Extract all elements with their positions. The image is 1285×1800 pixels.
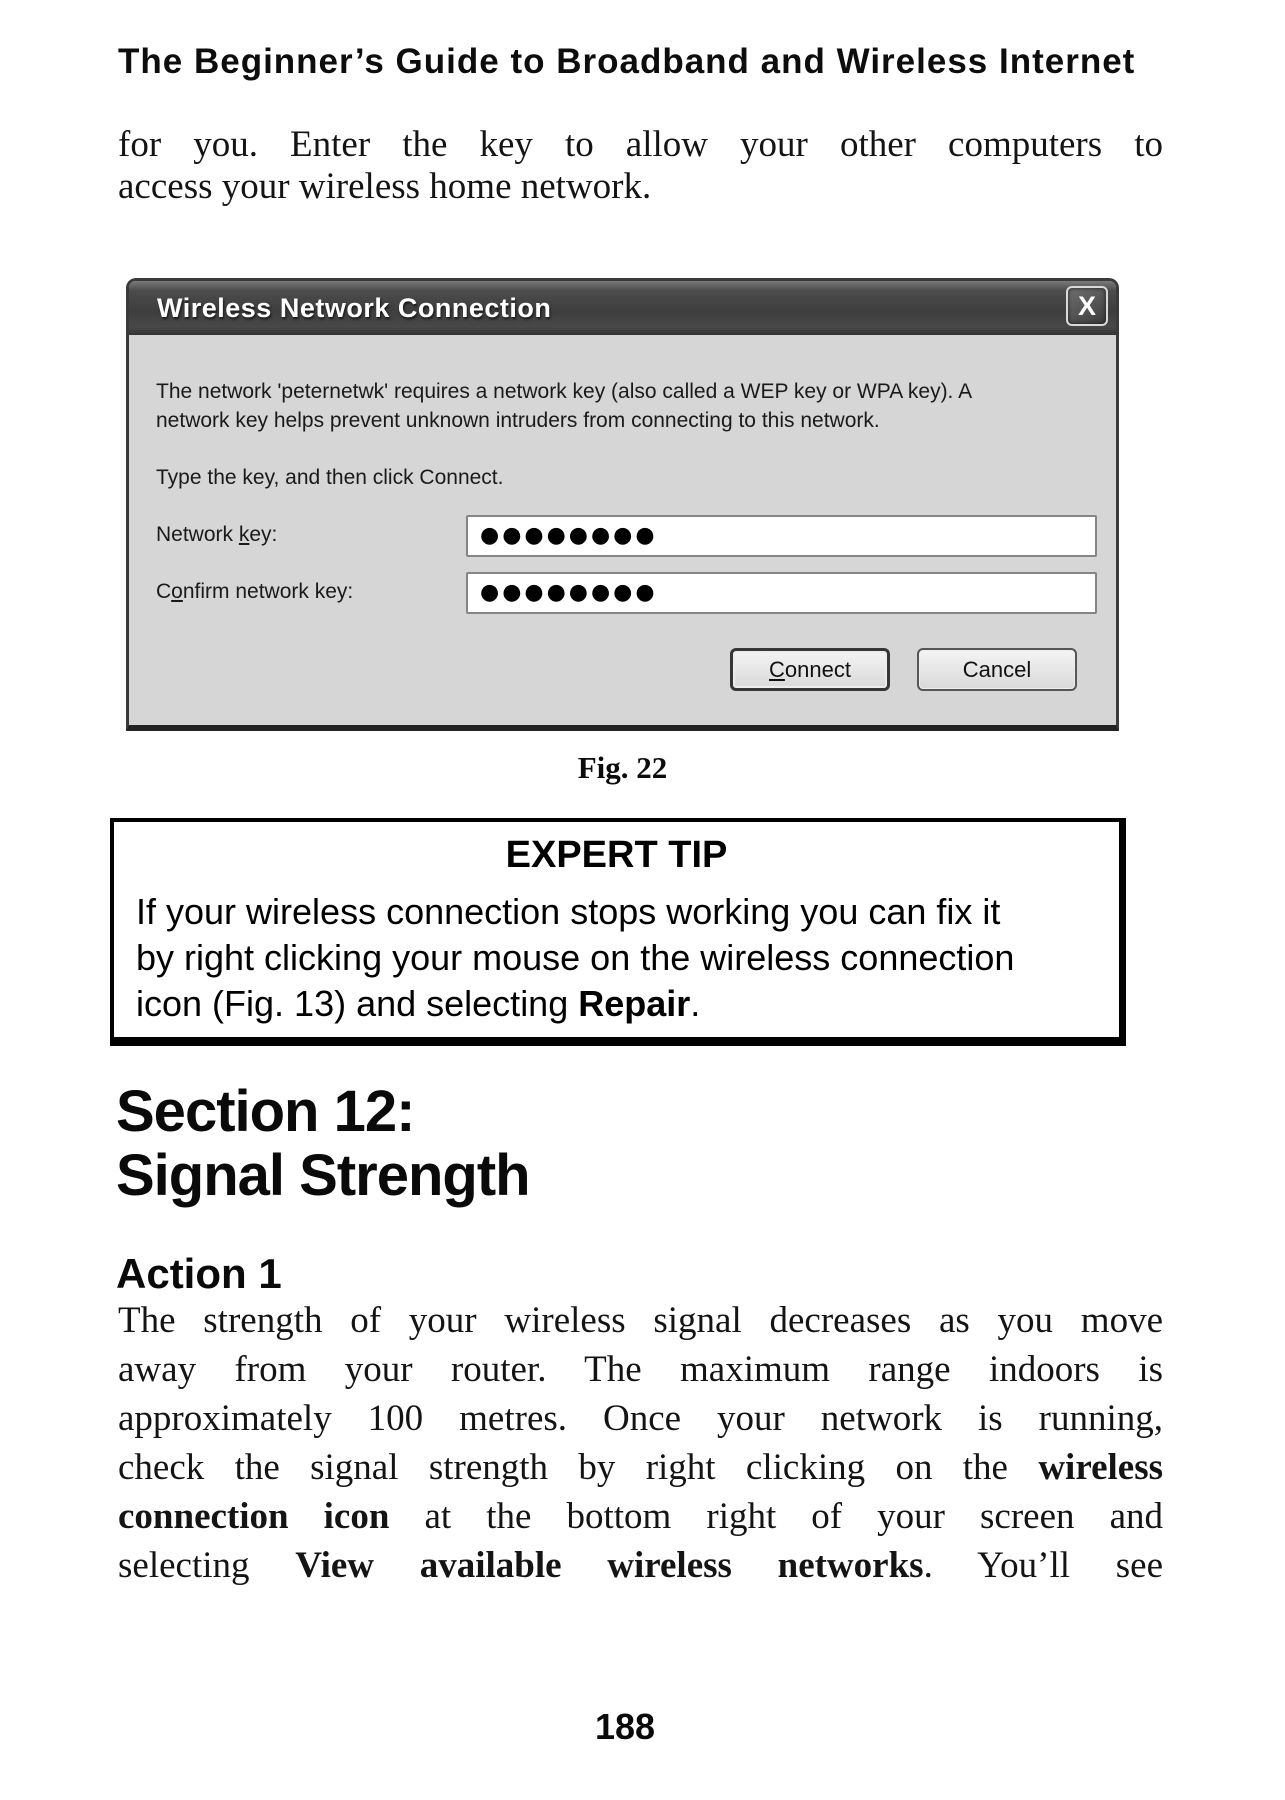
dialog-body	[129, 335, 1116, 725]
intro-paragraph	[118, 124, 1163, 208]
expert-tip-box	[110, 818, 1126, 1046]
action-subheading: Action 1	[116, 1250, 282, 1297]
confirm-network-key-value: ●●●●●●●●	[480, 580, 658, 605]
text-line: network key helps prevent unknown intruders from connecting to this network.	[156, 409, 880, 432]
text-line: The network 'peternetwk' requires a network key (also called a WEP key or WPA key). A	[156, 380, 973, 403]
text-line: check the signal strength by right clicking on the wireless	[118, 1447, 1163, 1488]
wireless-network-connection-dialog	[126, 278, 1119, 731]
confirm-network-key-input[interactable]	[466, 572, 1097, 614]
dialog-type-key-text: Type the key, and then click Connect.	[156, 466, 504, 489]
dialog-instruction-text	[156, 377, 1101, 435]
text-line: The strength of your wireless signal decreases as you move	[118, 1300, 1163, 1341]
text-line: If your wireless connection stops working you can fix it	[136, 891, 1001, 932]
book-title-header: The Beginner’s Guide to Broadband and Wireless Internet	[118, 42, 1136, 81]
cancel-button[interactable]: Cancel	[917, 648, 1077, 691]
page-number: 188	[594, 1706, 656, 1747]
network-key-label: Network key:	[156, 523, 278, 546]
expert-tip-title: EXPERT TIP	[505, 834, 728, 876]
network-key-value: ●●●●●●●●	[480, 523, 658, 548]
section-heading-line1: Section 12:	[116, 1079, 415, 1144]
dialog-titlebar	[129, 281, 1116, 335]
dialog-title: Wireless Network Connection	[157, 293, 552, 323]
text-line: connection icon at the bottom right of your screen and	[118, 1496, 1163, 1537]
text-line: approximately 100 metres. Once your network is running,	[118, 1398, 1163, 1439]
close-button[interactable]	[1066, 286, 1108, 326]
section-heading-line2: Signal Strength	[116, 1143, 530, 1208]
section-heading	[116, 1080, 530, 1208]
expert-tip-body	[136, 889, 1097, 1027]
body-paragraph	[118, 1296, 1163, 1590]
text-line: icon (Fig. 13) and selecting Repair.	[136, 983, 701, 1024]
text-line: for you. Enter the key to allow your other computers to	[118, 124, 1163, 165]
connect-button[interactable]: Connect	[730, 648, 890, 691]
text-line: by right clicking your mouse on the wireless connection	[136, 937, 1015, 978]
close-icon: X	[1077, 290, 1096, 321]
text-line: selecting View available wireless networks. You’ll see	[118, 1545, 1163, 1586]
network-key-input[interactable]	[466, 515, 1097, 557]
confirm-network-key-label: Confirm network key:	[156, 580, 354, 603]
text-line: away from your router. The maximum range indoors is	[118, 1349, 1163, 1390]
text-line: access your wireless home network.	[118, 166, 652, 207]
figure-caption: Fig. 22	[577, 750, 668, 785]
